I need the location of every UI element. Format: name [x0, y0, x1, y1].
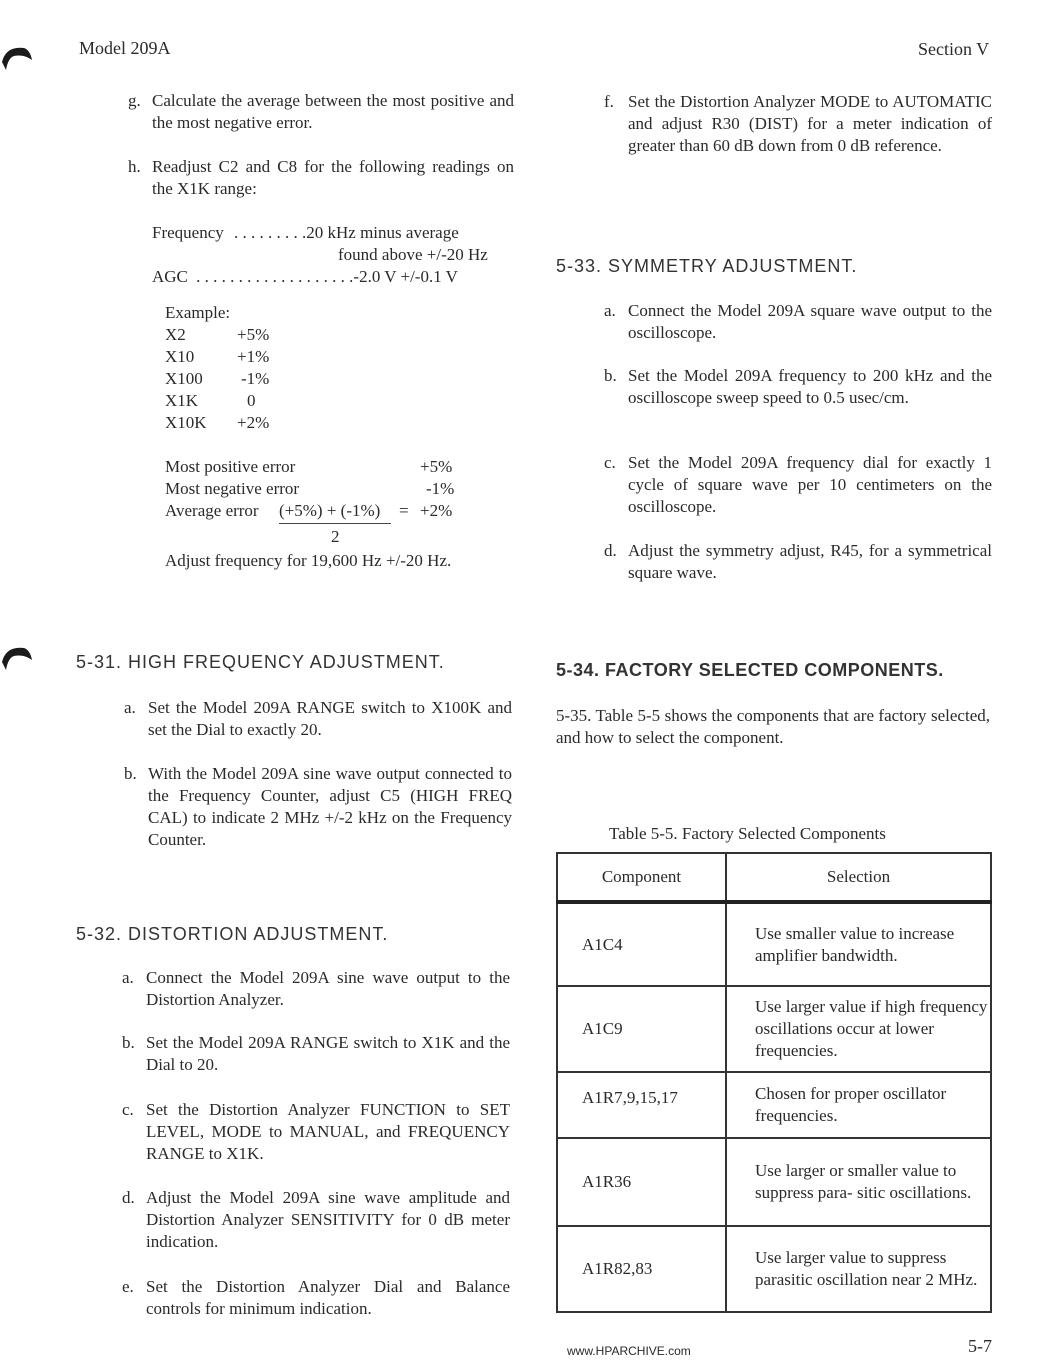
step-text: Set the Model 209A frequency dial for exactly 1 cycle of square wave per 10 centimeters on the oscilloscope. [628, 453, 992, 516]
step-label: a. [122, 968, 134, 987]
selection-cell: Use larger or smaller value to suppress para- sitic oscillations. [726, 1138, 991, 1226]
frequency-spec [152, 222, 518, 244]
agc-dots: . . . . . . . . . . . . . . . . . . . [196, 267, 354, 286]
agc-label: AGC [152, 267, 188, 286]
table-row [557, 1138, 991, 1226]
header-model: Model 209A [79, 38, 171, 58]
step-label: d. [122, 1188, 135, 1207]
step-label: f. [604, 92, 614, 111]
average-label: Average error [165, 501, 259, 520]
component-cell: A1R7,9,15,17 [557, 1072, 726, 1138]
example-row [165, 324, 285, 346]
fraction-bar [279, 523, 391, 524]
step-text: Adjust the symmetry adjust, R45, for a symmetrical square wave. [628, 541, 992, 582]
step-label: b. [604, 366, 617, 385]
example-range: X2 [165, 325, 186, 344]
step-label: a. [124, 698, 136, 717]
step-text: Connect the Model 209A sine wave output to the Distortion Analyzer. [146, 968, 510, 1009]
step-text: Set the Model 209A frequency to 200 kHz and the oscilloscope sweep speed to 0.5 usec/cm. [628, 366, 992, 407]
example-error: +5% [237, 325, 270, 344]
example-error: +1% [237, 347, 270, 366]
step-text: Set the Model 209A RANGE switch to X100K and set the Dial to exactly 20. [148, 698, 512, 739]
step-label: e. [122, 1277, 134, 1296]
step-text: Set the Model 209A RANGE switch to X1K and the Dial to 20. [146, 1033, 510, 1074]
binder-hole-mark-top [0, 40, 34, 74]
table-header-row [557, 853, 991, 902]
average-equals: = [399, 501, 409, 520]
example-range: X1K [165, 391, 199, 410]
table-row [557, 1226, 991, 1312]
selection-cell: Use larger value if high frequency oscillations occur at lower frequencies. [726, 986, 991, 1072]
page-number: 5-7 [968, 1336, 992, 1356]
paragraph-5-35: 5-35. Table 5-5 shows the components that are factory selected, and how to select the component. [556, 706, 990, 747]
example-error: 0 [247, 391, 256, 410]
step-text: With the Model 209A sine wave output connected to the Frequency Counter, adjust C5 (HIGH FREQ CAL) to indicate 2 MHz +/-2 kHz on the Frequency Counter. [148, 764, 512, 849]
step-label: g. [128, 91, 141, 110]
most-positive-label: Most positive error [165, 457, 296, 476]
example-range: X10 [165, 347, 195, 366]
example-row [165, 346, 285, 368]
step-label: c. [122, 1100, 134, 1119]
selection-cell: Use larger value to suppress parasitic oscillation near 2 MHz. [726, 1226, 991, 1312]
average-divisor: 2 [331, 527, 340, 546]
column-header-selection: Selection [726, 853, 991, 902]
step-text: Set the Distortion Analyzer MODE to AUTOMATIC and adjust R30 (DIST) for a meter indication of greater than 60 dB down from 0 dB reference. [628, 92, 992, 155]
step-text: Connect the Model 209A square wave output to the oscilloscope. [628, 301, 992, 342]
frequency-dots: . . . . . . . . . [234, 223, 307, 242]
step-label: h. [128, 157, 141, 176]
example-row [165, 390, 285, 412]
frequency-value-cont: found above +/-20 Hz [338, 245, 488, 264]
step-text: Readjust C2 and C8 for the following readings on the X1K range: [152, 157, 514, 198]
column-header-component: Component [557, 853, 726, 902]
average-expression: (+5%) + (-1%) [279, 501, 381, 520]
step-label: d. [604, 541, 617, 560]
adjust-frequency-note: Adjust frequency for 19,600 Hz +/-20 Hz. [165, 551, 452, 570]
component-cell: A1R36 [557, 1138, 726, 1226]
component-cell: A1R82,83 [557, 1226, 726, 1312]
step-text: Set the Distortion Analyzer Dial and Balance controls for minimum indication. [146, 1277, 510, 1318]
frequency-value: 20 kHz minus average [306, 223, 459, 242]
frequency-label: Frequency [152, 223, 224, 242]
table-row [557, 902, 991, 986]
heading-5-33: 5-33. SYMMETRY ADJUSTMENT. [556, 256, 858, 276]
example-row [165, 368, 285, 390]
step-label: b. [124, 764, 137, 783]
example-title: Example: [165, 303, 231, 322]
binder-hole-mark-middle [0, 640, 34, 674]
heading-5-31: 5-31. HIGH FREQUENCY ADJUSTMENT. [76, 652, 445, 672]
agc-spec [152, 266, 518, 288]
component-cell: A1C9 [557, 986, 726, 1072]
agc-value: -2.0 V +/-0.1 V [353, 267, 458, 286]
step-text: Set the Distortion Analyzer FUNCTION to SET LEVEL, MODE to MANUAL, and FREQUENCY RANGE to X1K. [146, 1100, 510, 1163]
table-row [557, 986, 991, 1072]
step-label: b. [122, 1033, 135, 1052]
example-table [165, 324, 285, 434]
step-text: Calculate the average between the most positive and the most negative error. [152, 91, 514, 132]
table-caption: Table 5-5. Factory Selected Components [609, 824, 886, 843]
example-range: X100 [165, 369, 203, 388]
factory-selected-components-table [556, 852, 992, 1313]
example-error: +2% [237, 413, 270, 432]
selection-cell: Chosen for proper oscillator frequencies. [726, 1072, 991, 1138]
example-range: X10K [165, 413, 207, 432]
selection-cell: Use smaller value to increase amplifier bandwidth. [726, 902, 991, 986]
footer-url: www.HPARCHIVE.com [567, 1344, 691, 1358]
component-cell: A1C4 [557, 902, 726, 986]
most-positive-value: +5% [420, 457, 453, 476]
example-error: -1% [241, 369, 270, 388]
heading-5-34: 5-34. FACTORY SELECTED COMPONENTS. [556, 660, 944, 680]
heading-5-32: 5-32. DISTORTION ADJUSTMENT. [76, 924, 389, 944]
step-label: a. [604, 301, 616, 320]
step-label: c. [604, 453, 616, 472]
step-text: Adjust the Model 209A sine wave amplitude and Distortion Analyzer SENSITIVITY for 0 dB meter indication. [146, 1188, 510, 1251]
table-row [557, 1072, 991, 1138]
average-value: +2% [420, 501, 453, 520]
example-row [165, 412, 285, 434]
most-negative-value: -1% [426, 479, 455, 498]
header-section: Section V [918, 39, 990, 59]
most-negative-label: Most negative error [165, 479, 300, 498]
